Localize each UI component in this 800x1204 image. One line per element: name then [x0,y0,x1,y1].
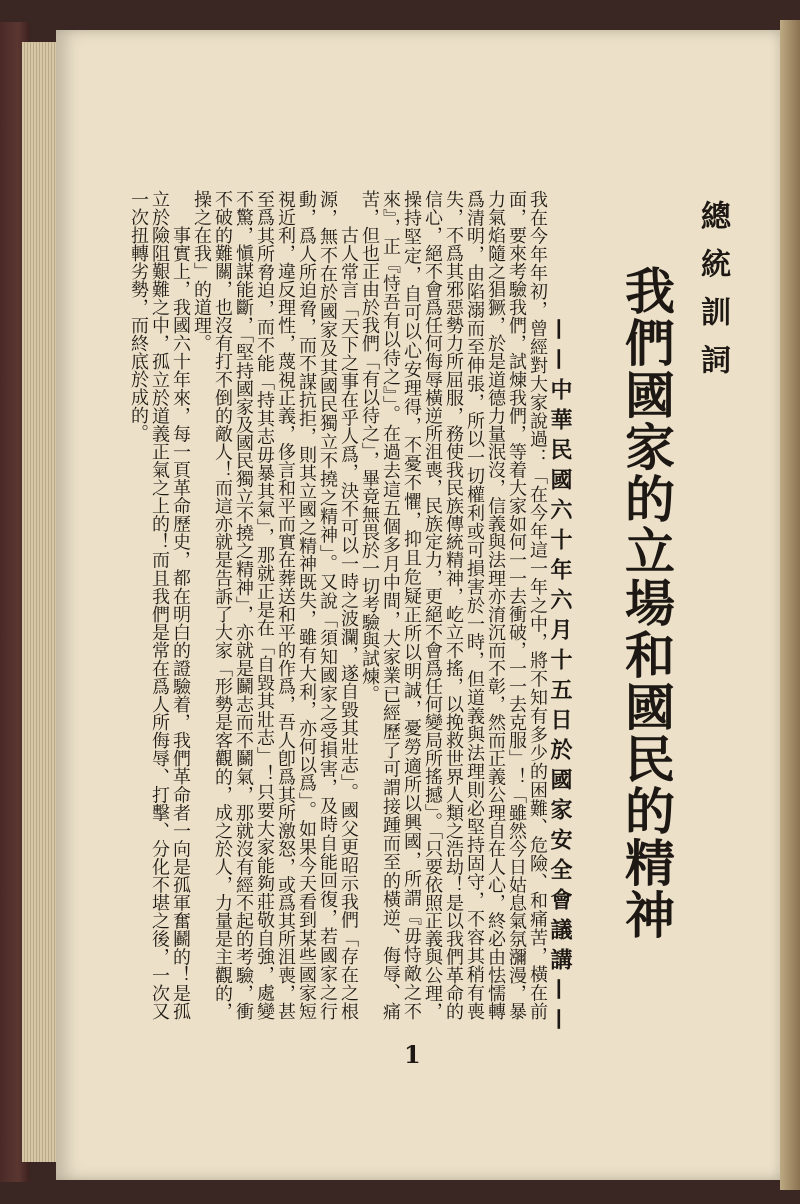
body-text [128,190,548,1020]
body-paragraph-1: 我在今年年初，曾經對大家說過：「在今年這一年之中，將不知有多少的困難、危險、和痛苦，橫在前面，要來考驗我們，試煉我們，等着大家如何一一去衝破，一一去克服」！「雖然今日姑息氣氛瀰漫，暴力氣焰隨之猖獗，於是道德力量泯沒，信義與法理亦淯沉而不彰，然而正義公理自在人心，終必由怯懦轉爲清明，由陷溺而至伸張，所以一切權利或可損害於一時，但道義與法理則必堅持固守，不容其稍有喪失，不爲其邪惡勢力所屈服，務使我民族傳統精神，屹立不搖，以挽救世界人類之浩劫！是以我們革命的信心，絕不會爲任何侮辱橫逆所沮喪，民族定力，更絕不會爲任何變局所搖撼」。「只要依照正義與公理，操持堅定，自可以心安理得，不憂不懼，抑且危疑正所以明誠，憂勞適所以興國，所謂『毋恃敵之不來』，正『恃吾有以待之』」。在過去這五個多月中間，大家業已經歷了可謂接踵而至的橫逆、侮辱、痛苦，但也正由於我們「有以待之」，畢竟無畏於一切考驗與試煉。 [359,190,548,1020]
body-paragraph-3: 事實上，我國六十年來，每一頁革命歷史，都在明白的證驗着，我們革命者一向是孤軍奮鬬的！是孤立於險阻艱難之中，孤立於道義正氣之上的！而且我們是常在爲人所侮辱、打擊、分化不堪之後，一次又一次扭轉劣勢，而終底於成的。 [128,190,191,1020]
page-title: 我們國家的立場和國民的精神 [617,265,676,941]
page-subtitle: ——中華民國六十年六月十五日於國家安全會議講—— [547,318,573,1038]
section-label: 總統訓詞 [695,200,730,392]
page-number: 1 [404,1040,421,1069]
body-paragraph-2: 古人常言「天下之事在乎人爲，決不可以一時之波瀾，遂自毀其壯志」。國父更昭示我們「存在之根源，無不在於國家及其國民獨立不撓之精神」。又說「須知國家之受損害，及時自能回復，若國家之行動，爲人所迫脅，而不謀抗拒，則其立國之精神既失，雖有大利，亦何以爲」。如果今天看到某些國家短視近利，違反理性，蔑視正義，侈言和平而實在葬送和平的作爲，吾人卽爲其所激怒，或爲其所沮喪，甚至爲其所脅迫，而不能「持其志毋暴其氣」，那就正是在「自毀其壯志」！只要大家能夠莊敬自強，處變不驚，愼謀能斷，「堅持國家及國民獨立不撓之精神」，亦就是鬭志而不鬭氣，那就沒有經不起的考驗，衝不破的難關，也沒有打不倒的敵人！而這亦就是告訴了大家「形勢是客觀的，成之於人，力量是主觀的，操之在我」的道理。 [191,190,359,1020]
book-right-edge [780,20,800,1190]
